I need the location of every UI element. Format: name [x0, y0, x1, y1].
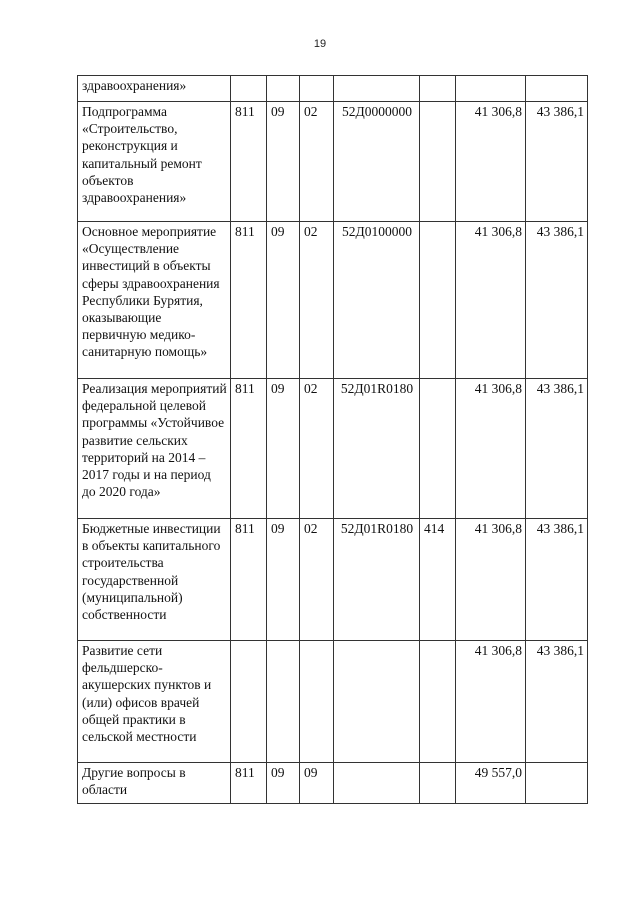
cell-sum-1: 41 306,8	[456, 379, 526, 519]
budget-table	[77, 75, 588, 804]
cell-ved: 811	[231, 379, 267, 519]
cell-csr	[334, 76, 420, 102]
cell-sum-1: 41 306,8	[456, 519, 526, 641]
cell-csr	[334, 641, 420, 763]
cell-name: Реализация мероприятий федеральной целевой программы «Устойчивое развитие сельских территорий на 2014 – 2017 годы и на период до 2020 года»	[78, 379, 231, 519]
cell-sum-2: 43 386,1	[526, 102, 588, 222]
table-row	[78, 222, 588, 379]
cell-ved: 811	[231, 763, 267, 804]
cell-pr	[300, 76, 334, 102]
table-row	[78, 76, 588, 102]
cell-vr	[420, 379, 456, 519]
table-row	[78, 519, 588, 641]
cell-sum-1: 41 306,8	[456, 102, 526, 222]
cell-sum-2	[526, 76, 588, 102]
cell-rz	[267, 641, 300, 763]
cell-name: Основное мероприятие «Осуществление инвестиций в объекты сферы здравоохранения Республики Бурятия, оказывающие первичную медико-санитарную помощь»	[78, 222, 231, 379]
cell-vr	[420, 102, 456, 222]
cell-csr	[334, 763, 420, 804]
cell-pr	[300, 641, 334, 763]
table-row	[78, 102, 588, 222]
cell-pr: 02	[300, 102, 334, 222]
cell-vr	[420, 763, 456, 804]
cell-sum-1: 41 306,8	[456, 641, 526, 763]
cell-csr: 52Д01R0180	[334, 379, 420, 519]
cell-vr	[420, 641, 456, 763]
cell-sum-2: 43 386,1	[526, 222, 588, 379]
cell-sum-2: 43 386,1	[526, 379, 588, 519]
cell-pr: 02	[300, 519, 334, 641]
cell-pr: 02	[300, 379, 334, 519]
cell-ved: 811	[231, 102, 267, 222]
table-row	[78, 641, 588, 763]
cell-ved: 811	[231, 222, 267, 379]
cell-ved	[231, 641, 267, 763]
cell-name: Развитие сети фельдшерско-акушерских пунктов и (или) офисов врачей общей практики в сельской местности	[78, 641, 231, 763]
cell-sum-2: 43 386,1	[526, 519, 588, 641]
cell-name: Подпрограмма «Строительство, реконструкция и капитальный ремонт объектов здравоохранения»	[78, 102, 231, 222]
table-row	[78, 763, 588, 804]
cell-vr	[420, 222, 456, 379]
cell-sum-2: 43 386,1	[526, 641, 588, 763]
cell-rz: 09	[267, 519, 300, 641]
cell-rz: 09	[267, 222, 300, 379]
page-number: 19	[313, 38, 327, 50]
cell-csr: 52Д0000000	[334, 102, 420, 222]
cell-csr: 52Д01R0180	[334, 519, 420, 641]
cell-rz	[267, 76, 300, 102]
cell-sum-2	[526, 763, 588, 804]
cell-vr: 414	[420, 519, 456, 641]
cell-name: здравоохранения»	[78, 76, 231, 102]
cell-rz: 09	[267, 763, 300, 804]
cell-csr: 52Д0100000	[334, 222, 420, 379]
cell-rz: 09	[267, 379, 300, 519]
cell-ved	[231, 76, 267, 102]
cell-rz: 09	[267, 102, 300, 222]
cell-vr	[420, 76, 456, 102]
cell-sum-1: 49 557,0	[456, 763, 526, 804]
cell-name: Другие вопросы в области	[78, 763, 231, 804]
cell-pr: 09	[300, 763, 334, 804]
cell-pr: 02	[300, 222, 334, 379]
cell-sum-1: 41 306,8	[456, 222, 526, 379]
cell-ved: 811	[231, 519, 267, 641]
table-row	[78, 379, 588, 519]
cell-sum-1	[456, 76, 526, 102]
cell-name: Бюджетные инвестиции в объекты капитального строительства государственной (муниципальной) собственности	[78, 519, 231, 641]
